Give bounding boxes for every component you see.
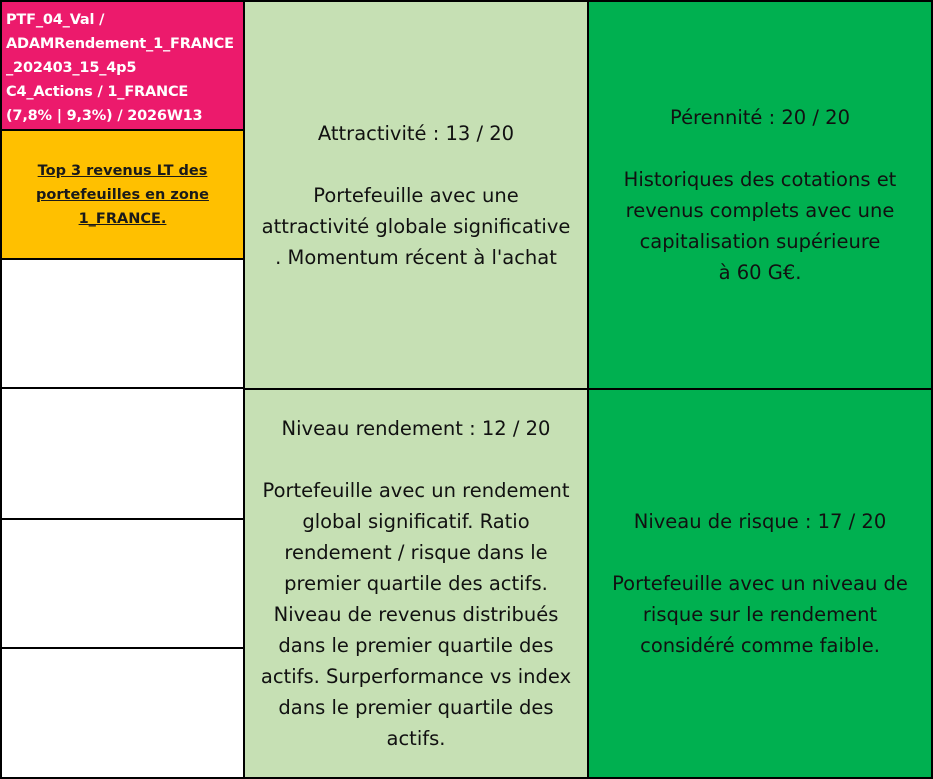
rendement-title: Niveau rendement : 12 / 20 <box>281 417 551 440</box>
empty-cell <box>0 647 245 779</box>
empty-cell <box>0 518 245 649</box>
attractivite-card <box>243 0 589 390</box>
portfolio-info-line: PTF_04_Val / <box>6 12 105 28</box>
portfolio-info-line: ADAMRendement_1_FRANCE <box>6 36 234 52</box>
empty-cell <box>0 387 245 520</box>
risque-title: Niveau de risque : 17 / 20 <box>633 510 887 533</box>
portfolio-info-cell <box>0 0 245 131</box>
top-revenus-link-cell <box>0 129 245 260</box>
risque-description: Portefeuille avec un niveau de risque sur le rendement considéré comme faible. <box>612 572 908 657</box>
empty-cell <box>0 258 245 389</box>
top-revenus-link[interactable]: Top 3 revenus LT des portefeuilles en zone 1_FRANCE. <box>36 162 209 227</box>
portfolio-info-line: _202403_15_4p5 <box>6 60 137 76</box>
perennite-title: Pérennité : 20 / 20 <box>670 106 850 129</box>
rendement-description: Portefeuille avec un rendement global significatif. Ratio rendement / risque dans le premier quartile des actifs. Niveau de revenus distribués dans le premier quartile des actifs. Surperformance vs index dans le premier quartile des actifs. <box>260 479 572 750</box>
rendement-card <box>243 388 589 779</box>
risque-card <box>587 388 933 779</box>
attractivite-title: Attractivité : 13 / 20 <box>317 121 515 145</box>
portfolio-info-line: C4_Actions / 1_FRANCE <box>6 84 189 100</box>
attractivite-description: Portefeuille avec une attractivité globale significative . Momentum récent à l'achat <box>261 183 571 269</box>
perennite-description: Historiques des cotations et revenus complets avec une capitalisation supérieure à 60 G€. <box>623 168 897 284</box>
portfolio-info-line: (7,8% | 9,3%) / 2026W13 <box>6 108 203 124</box>
perennite-card <box>587 0 933 390</box>
